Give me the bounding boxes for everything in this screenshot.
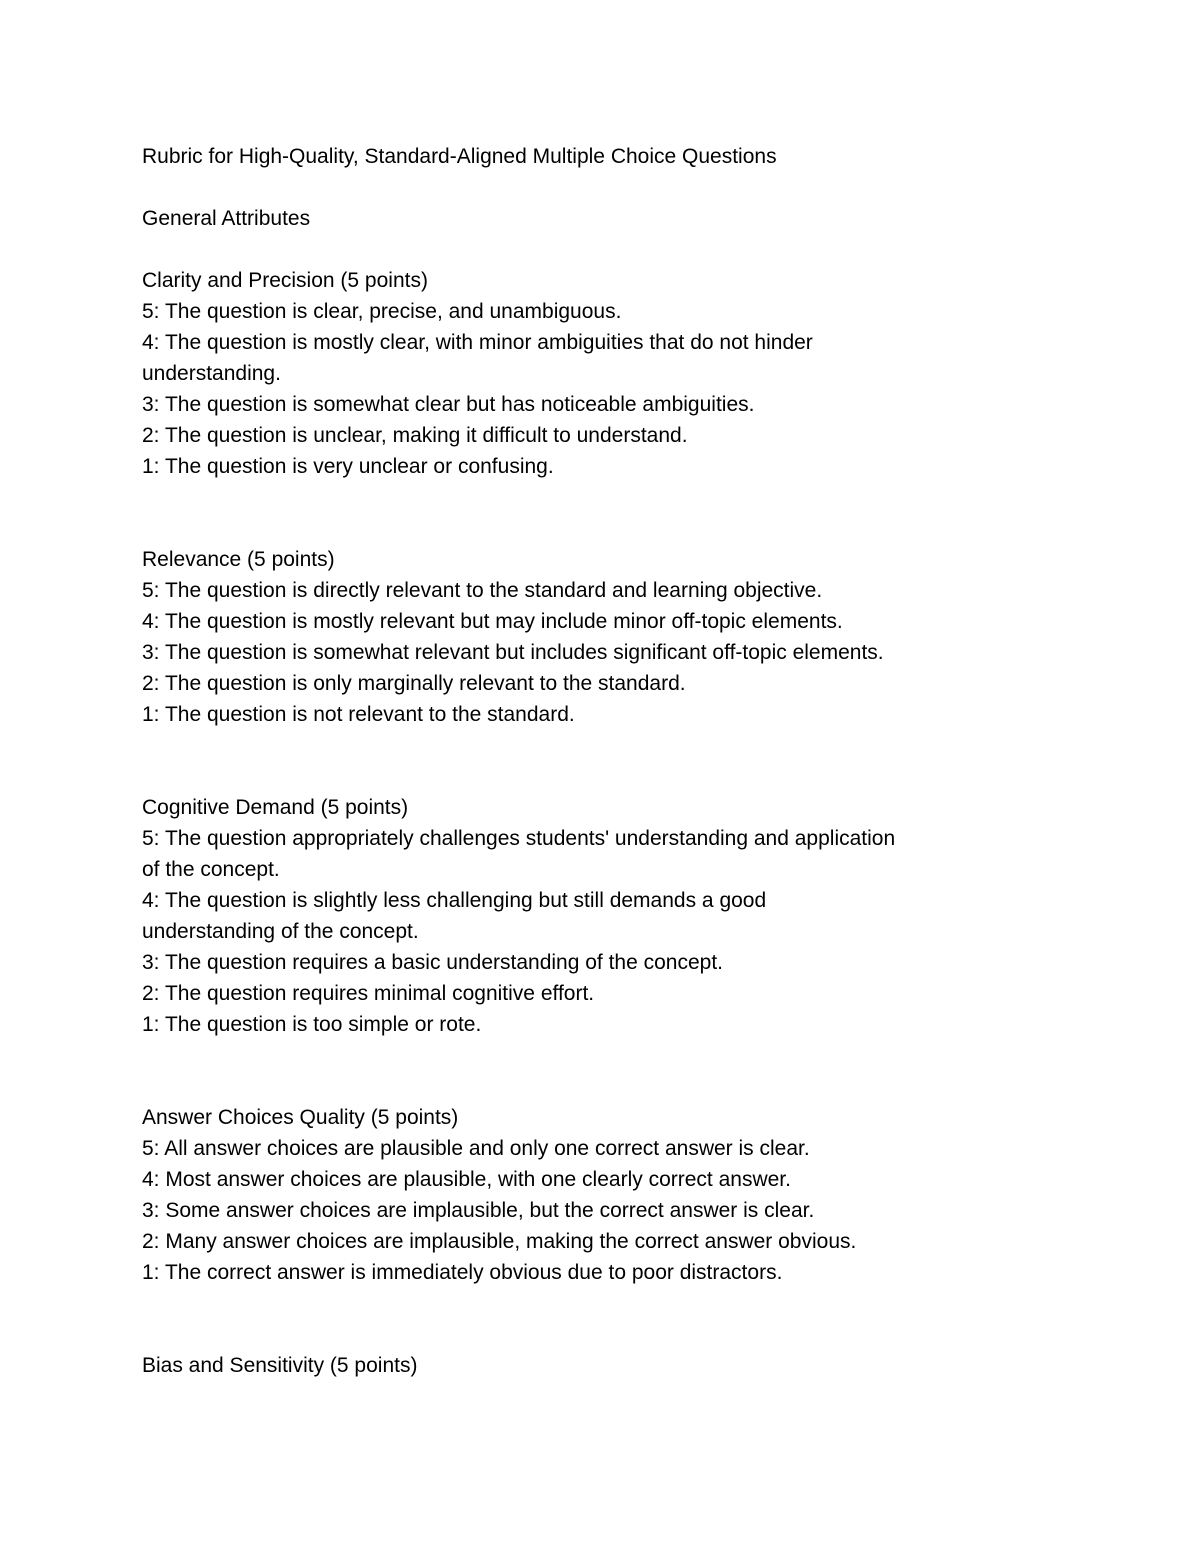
rubric-line: 3: The question is somewhat relevant but includes significant off-topic elements. (142, 641, 884, 664)
rubric-line: 3: Some answer choices are implausible, but the correct answer is clear. (142, 1199, 815, 1222)
spacer (142, 1040, 1082, 1102)
document-body (142, 141, 1082, 1381)
rubric-line: 3: The question is somewhat clear but has noticeable ambiguities. (142, 393, 755, 416)
section-answer-choices-quality (142, 1102, 1082, 1288)
rubric-line: 2: The question is only marginally relevant to the standard. (142, 672, 686, 695)
spacer (142, 482, 1082, 544)
section-heading: Answer Choices Quality (5 points) (142, 1106, 459, 1129)
spacer (142, 730, 1082, 792)
rubric-line: 2: Many answer choices are implausible, making the correct answer obvious. (142, 1230, 857, 1253)
rubric-line: 4: The question is slightly less challenging but still demands a good (142, 889, 767, 912)
section-bias-sensitivity (142, 1350, 1082, 1381)
rubric-line: 1: The correct answer is immediately obvious due to poor distractors. (142, 1261, 783, 1284)
rubric-line: 3: The question requires a basic understanding of the concept. (142, 951, 723, 974)
section-heading: Relevance (5 points) (142, 548, 335, 571)
section-relevance (142, 544, 1082, 730)
rubric-line: 4: Most answer choices are plausible, with one clearly correct answer. (142, 1168, 791, 1191)
document-title: Rubric for High-Quality, Standard-Aligned Multiple Choice Questions (142, 145, 777, 168)
rubric-line: of the concept. (142, 858, 280, 881)
section-heading: Bias and Sensitivity (5 points) (142, 1354, 418, 1377)
rubric-line: 5: The question appropriately challenges students' understanding and application (142, 827, 896, 850)
rubric-line: 1: The question is not relevant to the standard. (142, 703, 575, 726)
section-heading: Cognitive Demand (5 points) (142, 796, 409, 819)
section-heading: Clarity and Precision (5 points) (142, 269, 428, 292)
rubric-line: 4: The question is mostly relevant but may include minor off-topic elements. (142, 610, 843, 633)
rubric-line: understanding of the concept. (142, 920, 419, 943)
rubric-line: 5: The question is directly relevant to the standard and learning objective. (142, 579, 823, 602)
section-cognitive-demand (142, 792, 1082, 1040)
rubric-line: 2: The question requires minimal cognitive effort. (142, 982, 595, 1005)
rubric-line: 5: All answer choices are plausible and only one correct answer is clear. (142, 1137, 810, 1160)
rubric-line: understanding. (142, 362, 281, 385)
spacer (142, 1288, 1082, 1350)
rubric-line: 4: The question is mostly clear, with minor ambiguities that do not hinder (142, 331, 813, 354)
rubric-line: 5: The question is clear, precise, and unambiguous. (142, 300, 622, 323)
section-clarity-precision (142, 265, 1082, 482)
general-attributes-heading: General Attributes (142, 207, 311, 230)
rubric-line: 2: The question is unclear, making it difficult to understand. (142, 424, 688, 447)
rubric-line: 1: The question is too simple or rote. (142, 1013, 482, 1036)
rubric-line: 1: The question is very unclear or confusing. (142, 455, 554, 478)
spacer (142, 172, 1082, 203)
spacer (142, 234, 1082, 265)
